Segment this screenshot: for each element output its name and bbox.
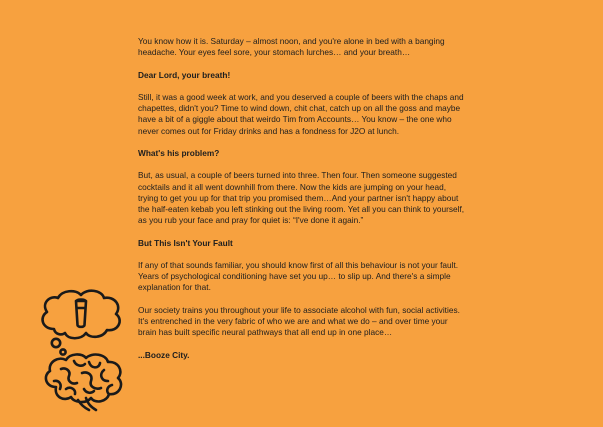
beer-glass-icon	[76, 301, 86, 327]
heading-not-your-fault: But This Isn't Your Fault	[138, 237, 233, 248]
thought-bubble-small	[60, 349, 65, 354]
sounds-familiar-paragraph: If any of that sounds familiar, you should know first of all this behaviour is not your fault. Years of psychological conditioning have set you up… to slip up. And there's a simple explanation for that.	[138, 259, 459, 293]
heading-dear-lord: Dear Lord, your breath!	[138, 69, 231, 80]
heading-booze-city: ...Booze City.	[138, 349, 190, 360]
intro-paragraph: You know how it is. Saturday – almost noon, and you're alone in bed with a banging headache. Your eyes feel sore, your stomach lurches… and your breath…	[138, 36, 445, 58]
thought-cloud-icon	[43, 291, 120, 339]
week-at-work-paragraph: Still, it was a good week at work, and you deserved a couple of beers with the chaps and chapettes, didn't you? Time to wind down, chit chat, catch up on all the goss and maybe have a bit of a giggle about that weirdo Tim from Accounts… You know – the one who never comes out for Friday drinks and has a fondness for J2O at lunch.	[138, 91, 464, 136]
society-trains-paragraph: Our society trains you throughout your life to associate alcohol with fun, social activities. It's entrenched in the very fabric of who we are and what we do – and over time your brain has built specific neural pathways that all end up in one place…	[138, 304, 460, 338]
couple-of-beers-paragraph: But, as usual, a couple of beers turned into three. Then four. Then someone suggested cocktails and it all went downhill from there. Now the kids are jumping on your head, trying to get you up for that trip you promised them…And your partner isn't happy about the half-eaten kebab you left stinking out the living room. Yet all you can think to yourself, as you rub your face and pray for quiet is: “I've done it again.”	[138, 170, 465, 226]
thought-bubble-large	[52, 339, 60, 347]
brain-icon	[46, 354, 121, 410]
heading-whats-his-problem: What's his problem?	[138, 147, 220, 158]
brain-thinking-of-beer-icon	[36, 289, 126, 413]
article-text	[138, 36, 468, 372]
